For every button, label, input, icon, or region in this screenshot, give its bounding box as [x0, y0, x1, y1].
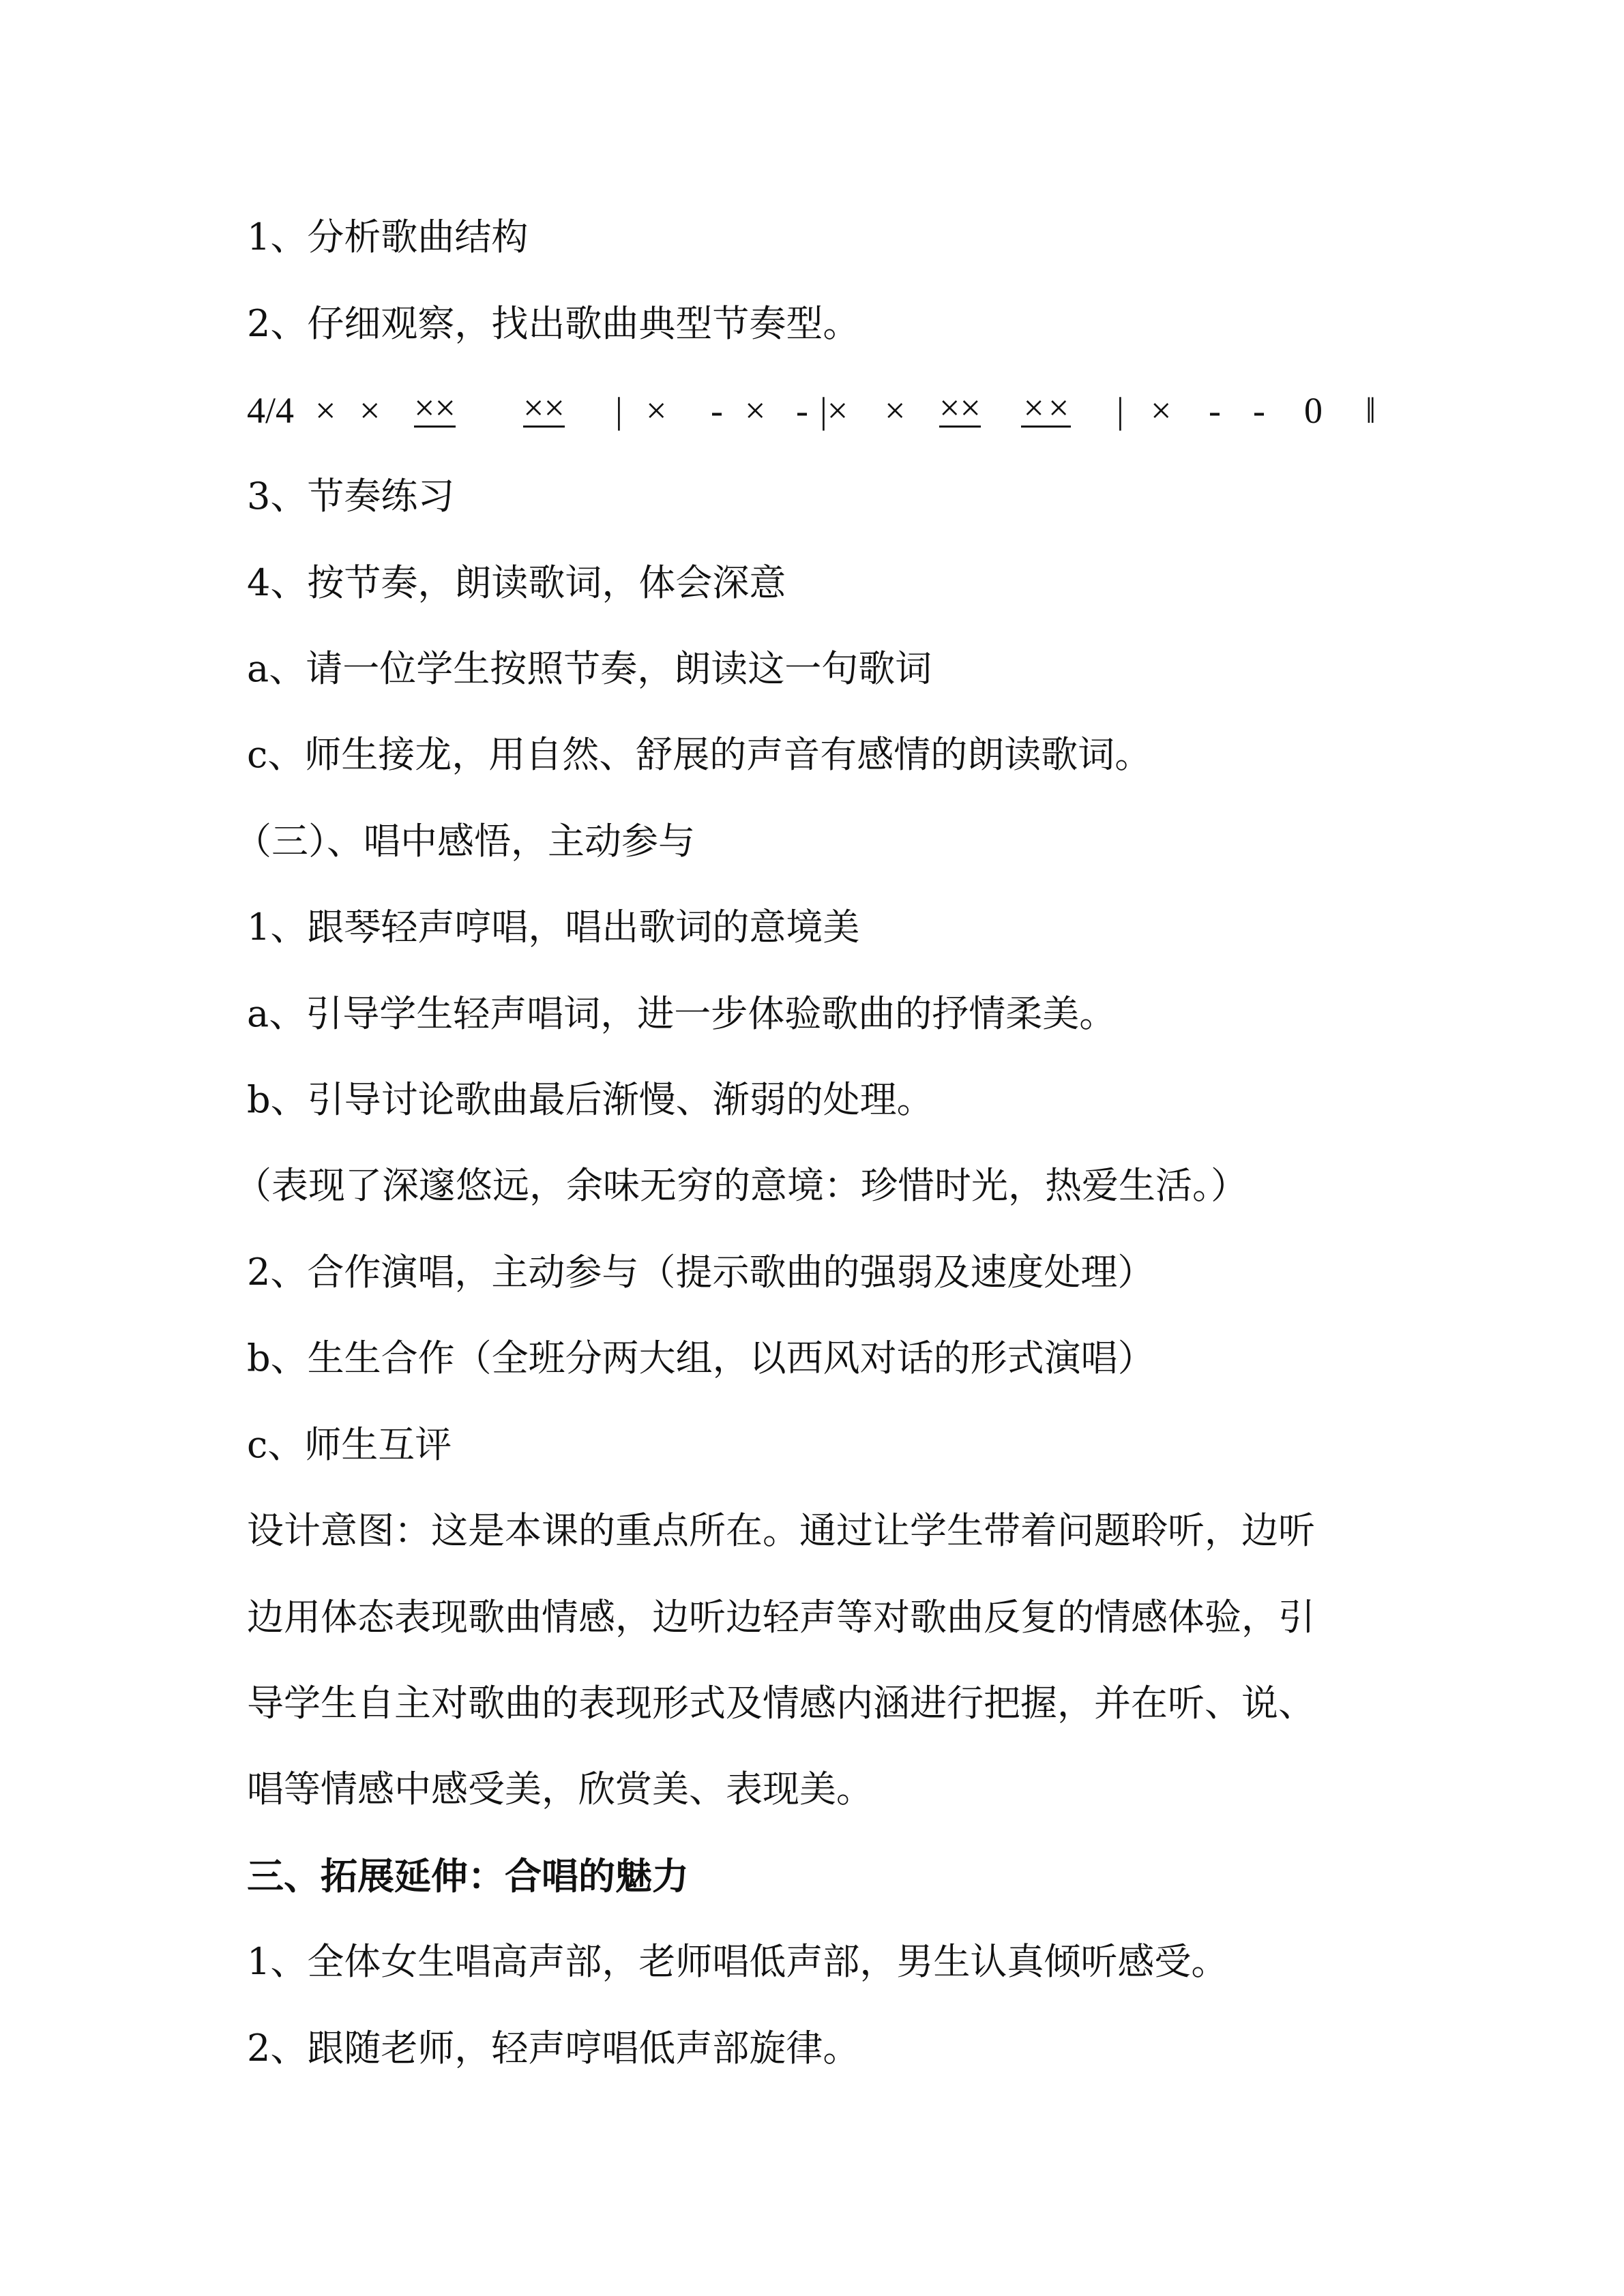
item-discuss-ending: b、引导讨论歌曲最后渐慢、渐弱的处理。	[247, 1078, 934, 1121]
section-heading-three: （三）、唱中感悟，主动参与	[235, 820, 695, 863]
time-signature: 4/4	[247, 390, 295, 431]
rhythm-note: ×	[1151, 390, 1172, 431]
rhythm-note-group: ××	[414, 387, 456, 428]
item-hum-low-part: 2、跟随老师，轻声哼唱低声部旋律。	[247, 2027, 860, 2070]
item-guide-singing: a、引导学生轻声唱词，进一步体验歌曲的抒情柔美。	[247, 992, 1117, 1035]
rhythm-note-group: ××	[523, 387, 565, 428]
item-student-reads: a、请一位学生按照节奏，朗读这一句歌词	[247, 647, 932, 690]
item-read-lyrics: 4、按节奏，朗读歌词，体会深意	[247, 561, 786, 604]
rhythm-note: ×	[885, 390, 906, 431]
bar-line-note: |×	[820, 390, 848, 431]
end-bar-line: ‖	[1365, 390, 1376, 431]
item-expression-note: （表现了深邃悠远，余味无穷的意境：珍惜时光，热爱生活。）	[235, 1164, 1247, 1207]
rhythm-note: ×	[745, 390, 766, 431]
rhythm-note-group: ××	[1021, 387, 1071, 428]
rhythm-zero: 0	[1304, 390, 1323, 431]
rhythm-rest: -	[1209, 390, 1221, 431]
rhythm-note: ×	[315, 390, 336, 431]
rhythm-note: ×	[359, 390, 381, 431]
item-rhythm-practice: 3、节奏练习	[247, 475, 455, 518]
item-teacher-student-relay: c、师生接龙，用自然、舒展的声音有感情的朗读歌词。	[247, 733, 1152, 776]
design-intent-line-2: 边用体态表现歌曲情感，边听边轻声等对歌曲反复的情感体验，引	[247, 1596, 1315, 1639]
item-girls-high-part: 1、全体女生唱高声部，老师唱低声部，男生认真倾听感受。	[247, 1940, 1228, 1983]
section-heading-extension: 三、拓展延伸：合唱的魅力	[247, 1854, 689, 1898]
item-mutual-evaluation: c、师生互评	[247, 1423, 452, 1466]
rhythm-rest: -	[796, 390, 808, 431]
rhythm-rest: -	[711, 390, 723, 431]
item-observe-rhythm: 2、仔细观察，找出歌曲典型节奏型。	[247, 302, 860, 345]
item-cooperative-singing: 2、合作演唱，主动参与（提示歌曲的强弱及速度处理）	[247, 1251, 1155, 1294]
item-student-cooperation: b、生生合作（全班分两大组，以西风对话的形式演唱）	[247, 1337, 1155, 1380]
design-intent-line-3: 导学生自主对歌曲的表现形式及情感内涵进行把握，并在听、说、	[247, 1682, 1315, 1725]
rhythm-note-group: ××	[939, 387, 981, 428]
bar-line: |	[615, 390, 623, 431]
item-humming: 1、跟琴轻声哼唱，唱出歌词的意境美	[247, 906, 860, 949]
design-intent-line-1: 设计意图：这是本课的重点所在。通过让学生带着问题聆听，边听	[247, 1509, 1315, 1552]
item-analyze-structure: 1、分析歌曲结构	[247, 215, 529, 258]
rhythm-note: ×	[646, 390, 667, 431]
bar-line: |	[1117, 390, 1124, 431]
design-intent-line-4: 唱等情感中感受美，欣赏美、表现美。	[247, 1768, 873, 1810]
rhythm-rest: -	[1253, 390, 1265, 431]
